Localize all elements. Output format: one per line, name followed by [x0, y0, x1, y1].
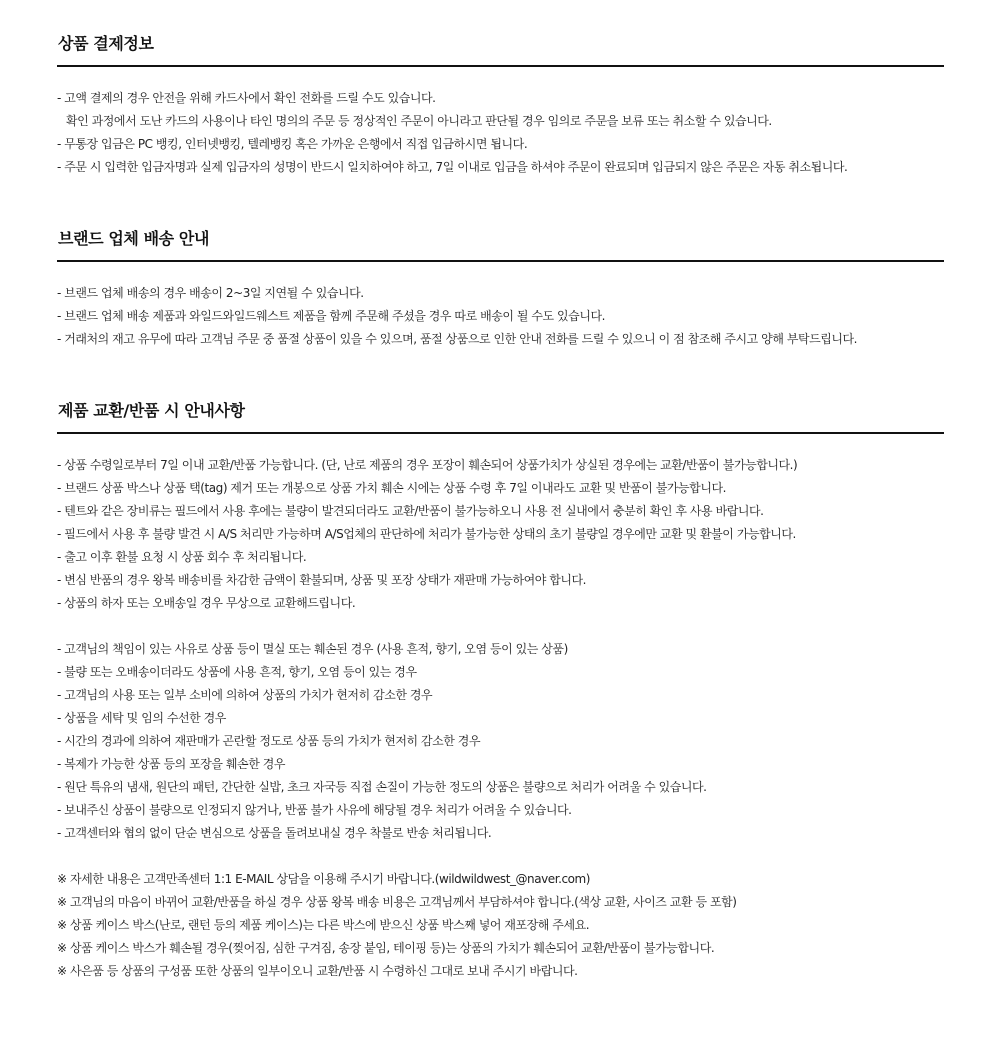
- section-title: 제품 교환/반품 시 안내사항: [57, 399, 944, 434]
- list-item: 확인 과정에서 도난 카드의 사용이나 타인 명의의 주문 등 정상적인 주문이 아니라고 판단될 경우 임의로 주문을 보류 또는 취소할 수 있습니다.: [66, 114, 772, 128]
- list-item: - 고액 결제의 경우 안전을 위해 카드사에서 확인 전화를 드릴 수도 있습니다.: [57, 91, 436, 105]
- list-item: - 브랜드 업체 배송 제품과 와일드와일드웨스트 제품을 함께 주문해 주셨을 경우 따로 배송이 될 수도 있습니다.: [57, 309, 605, 323]
- list-item: - 텐트와 같은 장비류는 필드에서 사용 후에는 불량이 발견되더라도 교환/반품이 불가능하오니 사용 전 실내에서 충분히 확인 후 사용 바랍니다.: [57, 504, 764, 518]
- notice-item: ※ 고객님의 마음이 바뀌어 교환/반품을 하실 경우 상품 왕복 배송 비용은 고객님께서 부담하셔야 합니다.(색상 교환, 사이즈 교환 등 포함): [57, 895, 737, 909]
- list-item: - 보내주신 상품이 불량으로 인정되지 않거나, 반품 불가 사유에 해당될 경우 처리가 어려울 수 있습니다.: [57, 803, 572, 817]
- list-item: - 상품 수령일로부터 7일 이내 교환/반품 가능합니다. (단, 난로 제품의 경우 포장이 훼손되어 상품가치가 상실된 경우에는 교환/반품이 불가능합니다.): [57, 458, 798, 472]
- list-item: - 불량 또는 오배송이더라도 상품에 사용 흔적, 향기, 오염 등이 있는 경우: [57, 665, 417, 679]
- list-item: - 브랜드 상품 박스나 상품 택(tag) 제거 또는 개봉으로 상품 가치 훼손 시에는 상품 수령 후 7일 이내라도 교환 및 반품이 불가능합니다.: [57, 481, 726, 495]
- payment-info-list: [57, 87, 944, 179]
- list-item: - 출고 이후 환불 요청 시 상품 회수 후 처리됩니다.: [57, 550, 307, 564]
- spacer: [57, 615, 944, 638]
- notice-item: ※ 자세한 내용은 고객만족센터 1:1 E-MAIL 상담을 이용해 주시기 바랍니다.(wildwildwest_@naver.com): [57, 872, 590, 886]
- spacer: [57, 845, 944, 868]
- list-item: - 시간의 경과에 의하여 재판매가 곤란할 정도로 상품 등의 가치가 현저히 감소한 경우: [57, 734, 481, 748]
- list-item: - 브랜드 업체 배송의 경우 배송이 2~3일 지연될 수 있습니다.: [57, 286, 364, 300]
- section-title: 브랜드 업체 배송 안내: [57, 227, 944, 262]
- exchange-return-section: [57, 399, 944, 983]
- list-item: - 변심 반품의 경우 왕복 배송비를 차감한 금액이 환불되며, 상품 및 포장 상태가 재판매 가능하여야 합니다.: [57, 573, 587, 587]
- brand-shipping-section: [57, 227, 944, 351]
- list-item: - 거래처의 재고 유무에 따라 고객님 주문 중 품절 상품이 있을 수 있으며, 품절 상품으로 인한 안내 전화를 드릴 수 있으니 이 점 참조해 주시고 양해 부탁드립니다.: [57, 332, 858, 346]
- list-item: - 고객님의 책임이 있는 사유로 상품 등이 멸실 또는 훼손된 경우 (사용 흔적, 향기, 오염 등이 있는 상품): [57, 642, 568, 656]
- payment-info-section: [57, 32, 944, 179]
- list-item: - 고객센터와 협의 없이 단순 변심으로 상품을 돌려보내실 경우 착불로 반송 처리됩니다.: [57, 826, 492, 840]
- list-item: - 상품을 세탁 및 임의 수선한 경우: [57, 711, 226, 725]
- list-item: - 무통장 입금은 PC 뱅킹, 인터넷뱅킹, 텔레뱅킹 혹은 가까운 은행에서 직접 입금하시면 됩니다.: [57, 137, 528, 151]
- exchange-return-list: [57, 454, 944, 983]
- notice-item: ※ 상품 케이스 박스가 훼손될 경우(찢어짐, 심한 구겨짐, 송장 붙임, 테이핑 등)는 상품의 가치가 훼손되어 교환/반품이 불가능합니다.: [57, 941, 715, 955]
- list-item: - 상품의 하자 또는 오배송일 경우 무상으로 교환해드립니다.: [57, 596, 356, 610]
- list-item: - 고객님의 사용 또는 일부 소비에 의하여 상품의 가치가 현저히 감소한 경우: [57, 688, 433, 702]
- notice-item: ※ 사은품 등 상품의 구성품 또한 상품의 일부이오니 교환/반품 시 수령하신 그대로 보내 주시기 바랍니다.: [57, 964, 578, 978]
- notice-item: ※ 상품 케이스 박스(난로, 랜턴 등의 제품 케이스)는 다른 박스에 받으신 상품 박스째 넣어 재포장해 주세요.: [57, 918, 590, 932]
- list-item: - 복제가 가능한 상품 등의 포장을 훼손한 경우: [57, 757, 285, 771]
- list-item: - 원단 특유의 냄새, 원단의 패턴, 간단한 실밥, 초크 자국등 직접 손질이 가능한 정도의 상품은 불량으로 처리가 어려울 수 있습니다.: [57, 780, 707, 794]
- brand-shipping-list: [57, 282, 944, 351]
- list-item: - 주문 시 입력한 입금자명과 실제 입금자의 성명이 반드시 일치하여야 하고, 7일 이내로 입금을 하셔야 주문이 완료되며 입금되지 않은 주문은 자동 취소됩니다.: [57, 160, 848, 174]
- list-item: - 필드에서 사용 후 불량 발견 시 A/S 처리만 가능하며 A/S업체의 판단하에 처리가 불가능한 상태의 초기 불량일 경우에만 교환 및 환불이 가능합니다.: [57, 527, 796, 541]
- section-title: 상품 결제정보: [57, 32, 944, 67]
